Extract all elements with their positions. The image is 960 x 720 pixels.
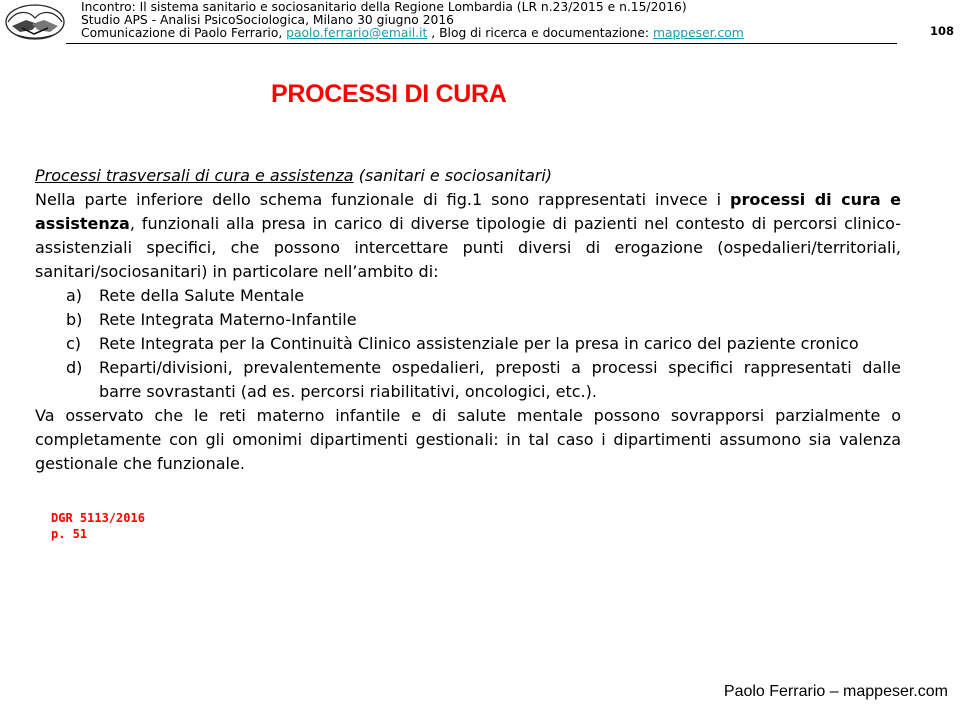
paragraph-intro-bold: processi di cura e assistenza bbox=[35, 190, 901, 233]
handshake-logo-icon bbox=[4, 2, 66, 42]
list-marker: a) bbox=[66, 286, 83, 305]
network-list bbox=[35, 284, 901, 404]
list-item bbox=[35, 308, 901, 332]
presentation-header bbox=[81, 1, 901, 40]
email-link[interactable]: paolo.ferrario@email.it bbox=[286, 26, 428, 40]
list-marker: c) bbox=[66, 334, 82, 353]
list-item bbox=[35, 356, 901, 404]
list-item bbox=[35, 284, 901, 308]
subheading-rest: (sanitari e sociosanitari) bbox=[353, 166, 553, 185]
list-item-text: Rete della Salute Mentale bbox=[99, 286, 305, 305]
page-number: 108 bbox=[930, 24, 955, 38]
subheading-underlined: Processi trasversali di cura e assistenza bbox=[35, 166, 354, 185]
header-author-text: Comunicazione di Paolo Ferrario, bbox=[81, 26, 287, 40]
source-reference bbox=[51, 510, 145, 542]
list-item-text: Rete Integrata per la Continuità Clinico assistenziale per la presa in carico del paziente cronico bbox=[99, 334, 859, 353]
list-marker: b) bbox=[66, 310, 83, 329]
source-page: p. 51 bbox=[51, 527, 88, 541]
blog-link[interactable]: mappeser.com bbox=[652, 26, 744, 40]
list-item-text: Reparti/divisioni, prevalentemente ospedalieri, preposti a processi specifici rappresentati dalle barre sovrastanti (ad es. percorsi riabilitativi, oncologici, etc.). bbox=[99, 358, 901, 401]
list-item bbox=[35, 332, 901, 356]
paragraph-intro-end: , funzionali alla presa in carico di diverse tipologie di pazienti nel contesto di percorsi clinico-assistenziali specifici, che possono intercettare punti diversi di erogazione (ospedalieri/territoriali, sanitari/sociosanitari) in particolare nell’ambito di: bbox=[35, 214, 901, 281]
paragraph-conclusion: Va osservato che le reti materno infantile e di salute mentale possono sovrapporsi parzialmente o completamente con gli omonimi dipartimenti gestionali: in tal caso i dipartimenti assumono sia valenza gestionale che funzionale. bbox=[35, 406, 901, 473]
source-dgr: DGR 5113/2016 bbox=[51, 511, 145, 525]
paragraph-intro bbox=[35, 188, 901, 284]
list-item-text: Rete Integrata Materno-Infantile bbox=[99, 310, 357, 329]
header-divider bbox=[66, 43, 897, 44]
header-contact-line bbox=[81, 27, 901, 40]
footer-credit: Paolo Ferrario – mappeser.com bbox=[723, 683, 948, 700]
excerpt-text bbox=[35, 164, 901, 476]
paragraph-intro-start: Nella parte inferiore dello schema funzionale di fig.1 sono rappresentati invece i bbox=[35, 190, 731, 209]
list-marker: d) bbox=[66, 358, 83, 377]
header-blog-text: , Blog di ricerca e documentazione: bbox=[427, 26, 653, 40]
header-studio-line: Studio APS - Analisi PsicoSociologica, Milano 30 giugno 2016 bbox=[81, 13, 454, 27]
header-event-line: Incontro: Il sistema sanitario e sociosanitario della Regione Lombardia (LR n.23/2015 e n.15/2016) bbox=[81, 0, 687, 14]
subheading bbox=[35, 164, 901, 188]
slide-title: PROCESSI DI CURA bbox=[271, 80, 507, 108]
